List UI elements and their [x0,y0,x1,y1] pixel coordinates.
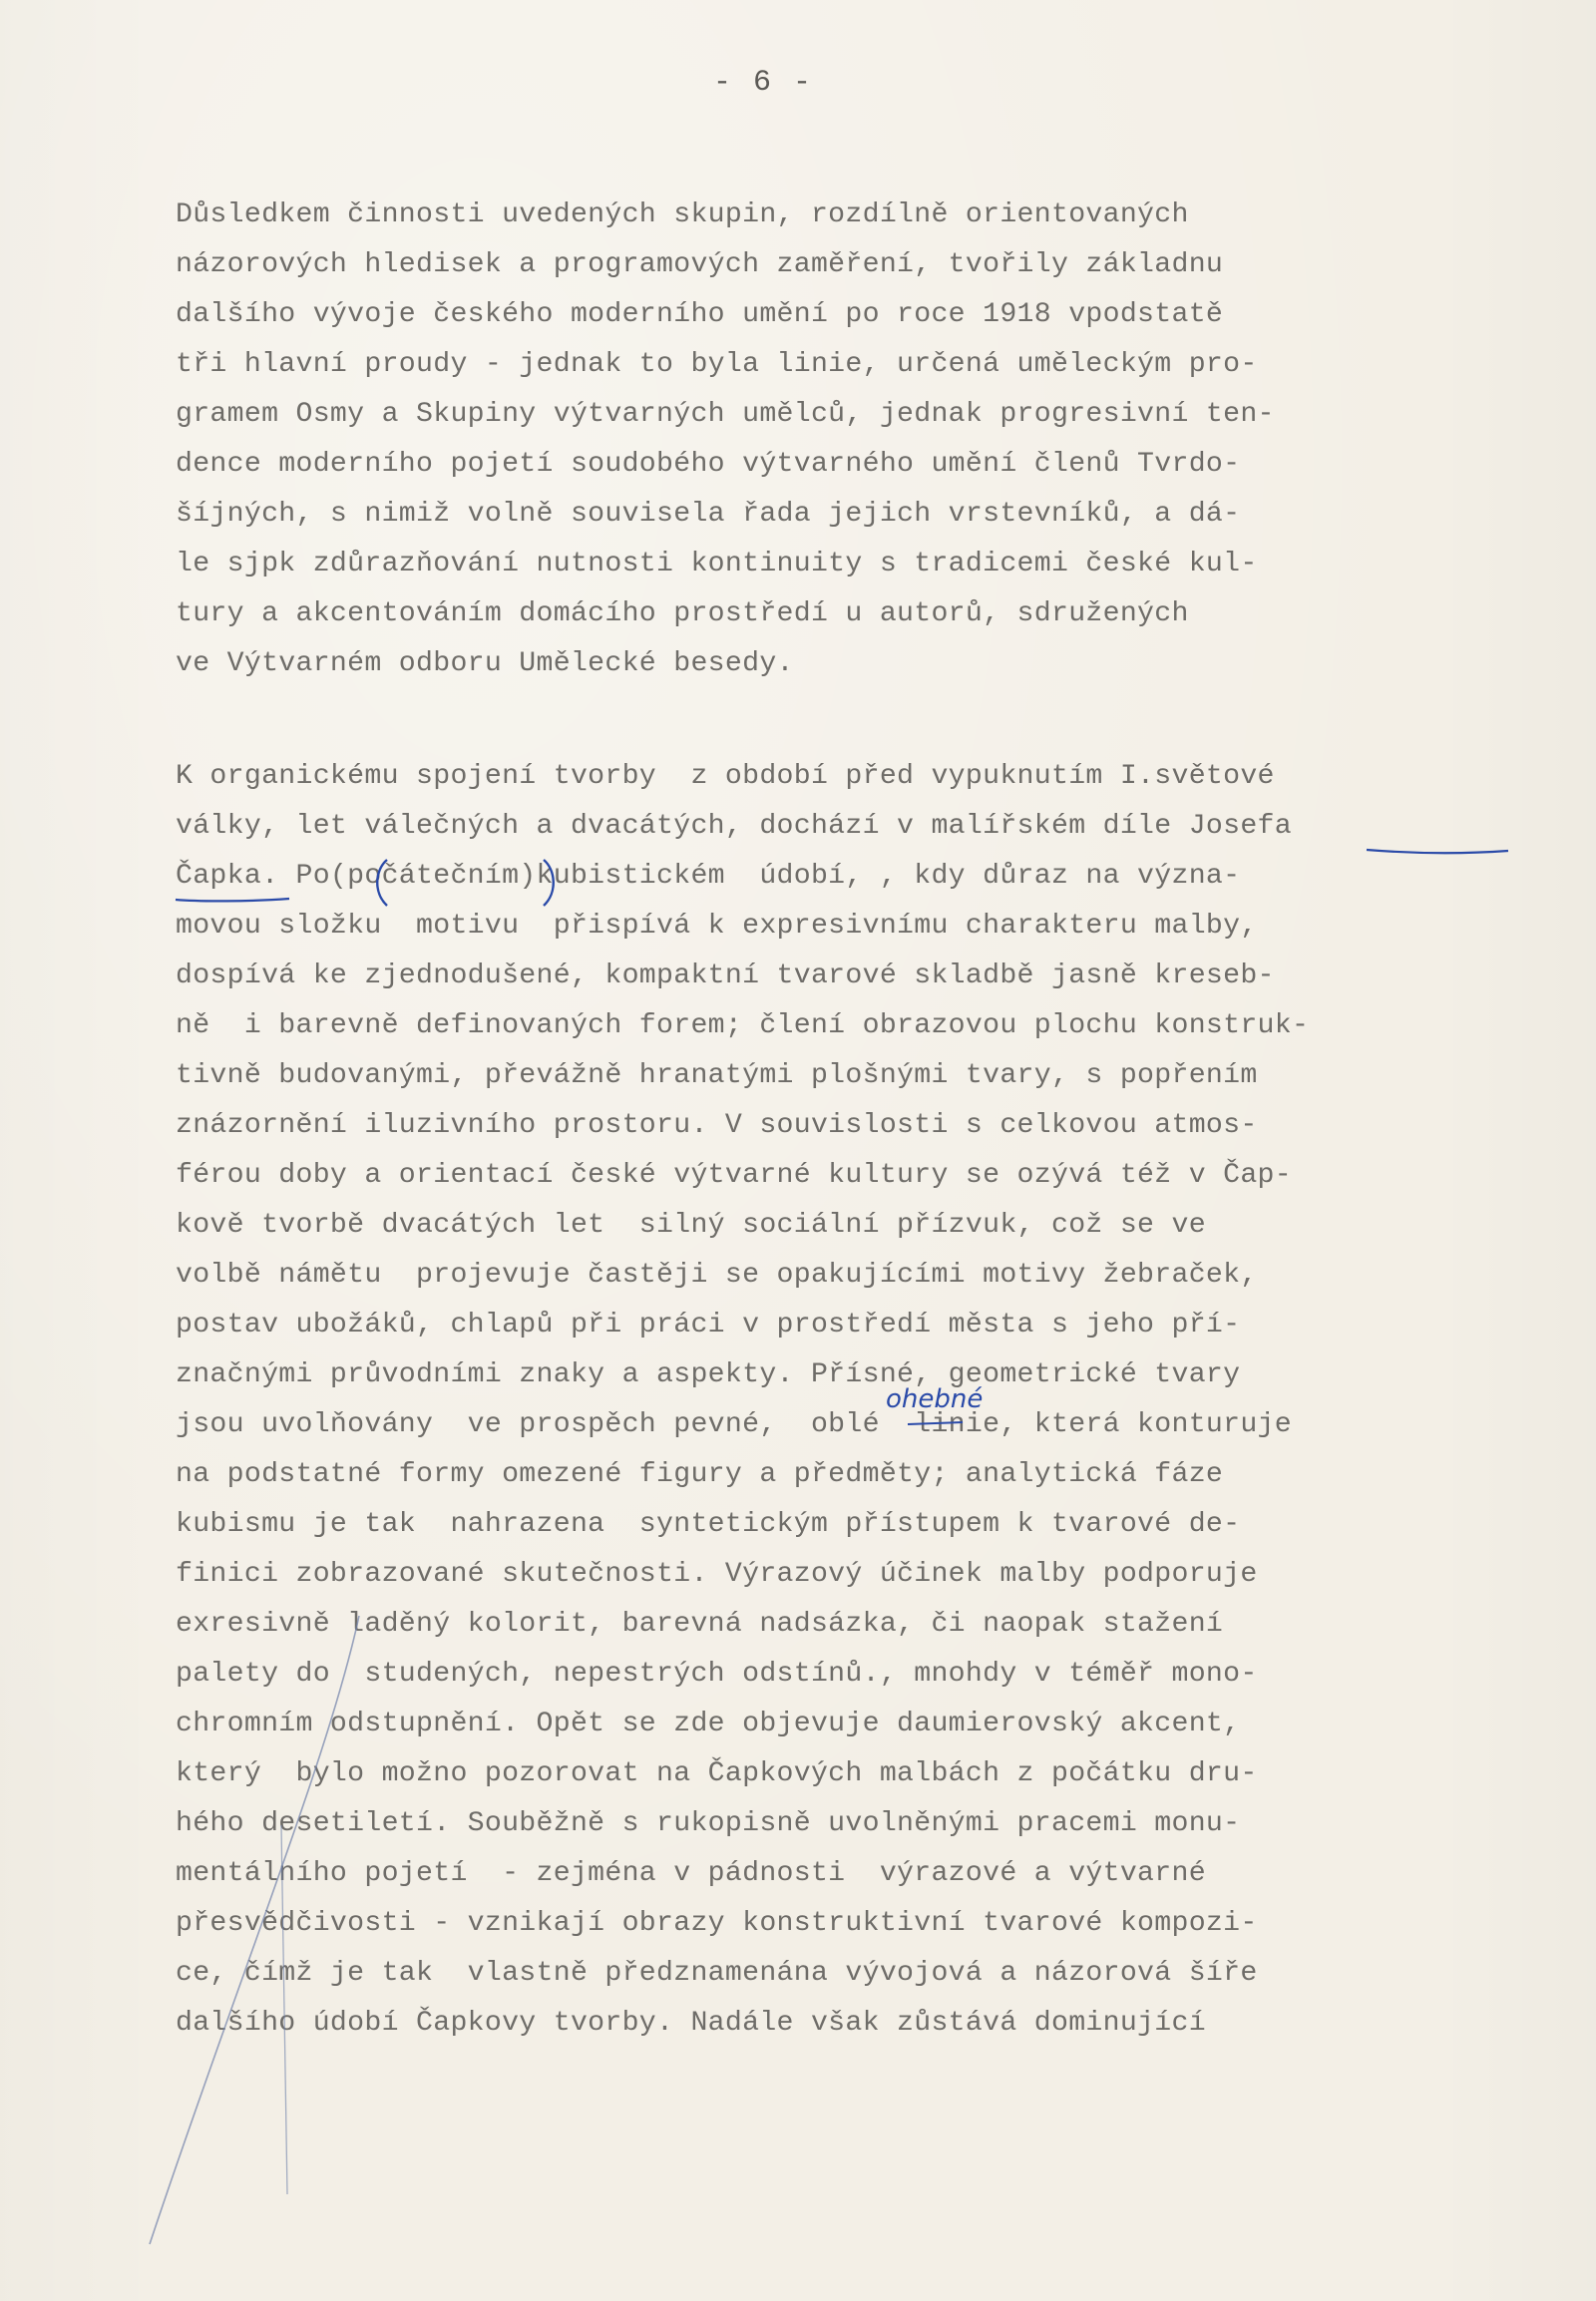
text-line: dospívá ke zjednodušené, kompaktní tvarové skladbě jasně kreseb- [176,960,1275,991]
text-line: kubismu je tak nahrazena syntetickým přístupem k tvarové de- [176,1509,1241,1540]
text-line: značnými průvodními znaky a aspekty. Přísné, geometrické tvary [176,1359,1241,1390]
paragraph-2 [176,752,1542,2049]
text-line: dence moderního pojetí soudobého výtvarného umění členů Tvrdo- [176,449,1241,480]
text-line: války, let válečných a dvacátých, dochází v malířském díle Josefa [176,811,1292,842]
text-line: kově tvorbě dvacátých let silný sociální přízvuk, což se ve [176,1210,1206,1241]
text-line: znázornění iluzivního prostoru. V souvislosti s celkovou atmos- [176,1110,1258,1141]
text-line: mentálního pojetí - zejména v pádnosti výrazové a výtvarné [176,1858,1206,1889]
text-line: K organickému spojení tvorby z období před vypuknutím I.světové [176,761,1275,792]
text-line: názorových hledisek a programových zaměření, tvořily základnu [176,249,1224,280]
text-line: tři hlavní proudy - jednak to byla linie, určená uměleckým pro- [176,349,1258,380]
text-line: šíjných, s nimiž volně souvisela řada jejich vrstevníků, a dá- [176,499,1241,530]
text-line: tivně budovanými, převážně hranatými plošnými tvary, s popřením [176,1060,1258,1091]
text-line: jsou uvolňovány ve prospěch pevné, oblé linie, která konturuje [176,1409,1292,1440]
handwritten-insert-ohebne: ohebné [886,1384,984,1414]
text-line: dalšího vývoje českého moderního umění po roce 1918 vpodstatě [176,299,1224,330]
text-line: hého desetiletí. Souběžně s rukopisně uvolněnými pracemi monu- [176,1808,1241,1839]
text-line: movou složku motivu přispívá k expresivnímu charakteru malby, [176,911,1258,942]
text-line: ve Výtvarném odboru Umělecké besedy. [176,648,794,679]
page-number: - 6 - [712,66,813,100]
text-line: finici zobrazované skutečnosti. Výrazový účinek malby podporuje [176,1559,1258,1590]
text-line: postav ubožáků, chlapů při práci v prostředí města s jeho pří- [176,1310,1241,1341]
text-line: který bylo možno pozorovat na Čapkových malbách z počátku dru- [176,1758,1258,1789]
text-line: chromním odstupnění. Opět se zde objevuje daumierovský akcent, [176,1709,1241,1739]
text-line: exresivně laděný kolorit, barevná nadsázka, či naopak stažení [176,1609,1224,1640]
text-line: volbě námětu projevuje častěji se opakujícími motivy žebraček, [176,1260,1258,1291]
text-line: Důsledkem činnosti uvedených skupin, rozdílně orientovaných [176,199,1189,230]
text-line: dalšího údobí Čapkovy tvorby. Nadále však zůstává dominující [176,2008,1206,2039]
text-line: Čapka. Po(počátečním)kubistickém údobí, , kdy důraz na význa- [176,861,1241,892]
paragraph-1 [176,191,1542,689]
text-line: palety do studených, nepestrých odstínů., mnohdy v téměř mono- [176,1659,1258,1690]
text-line: ce, čímž je tak vlastně předznamenána vývojová a názorová šíře [176,1958,1258,1989]
text-line: přesvědčivosti - vznikají obrazy konstruktivní tvarové kompozi- [176,1908,1258,1939]
text-line: gramem Osmy a Skupiny výtvarných umělců, jednak progresivní ten- [176,399,1275,430]
text-line: le sjpk zdůrazňování nutnosti kontinuity s tradicemi české kul- [176,549,1258,579]
text-line: tury a akcentováním domácího prostředí u autorů, sdružených [176,598,1189,629]
text-line: ně i barevně definovaných forem; člení obrazovou plochu konstruk- [176,1010,1310,1041]
text-line: na podstatné formy omezené figury a předměty; analytická fáze [176,1459,1224,1490]
text-line: férou doby a orientací české výtvarné kultury se ozývá též v Čap- [176,1160,1292,1191]
